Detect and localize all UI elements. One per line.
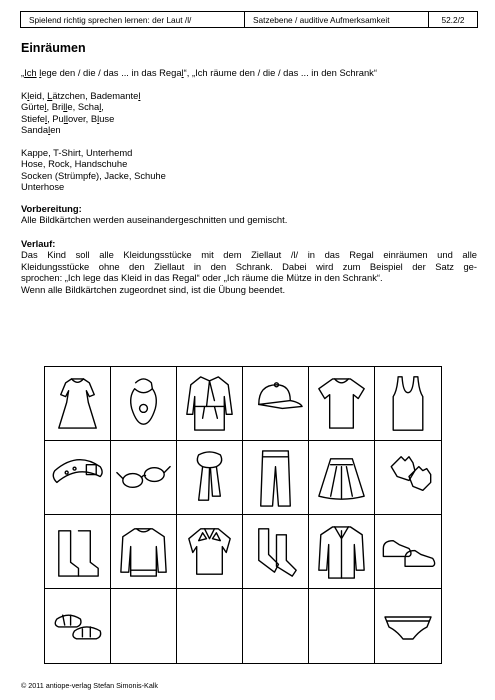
belt-icon <box>45 441 110 514</box>
picture-card <box>375 515 441 589</box>
picture-card <box>243 441 309 515</box>
picture-card-grid <box>44 366 442 664</box>
header-page-number: 52.2/2 <box>441 14 465 25</box>
socks-icon <box>243 515 308 588</box>
picture-card <box>243 589 309 663</box>
list-item: Stiefel, Pullover, Bluse <box>21 112 115 124</box>
picture-card <box>309 367 375 441</box>
boots-icon <box>45 515 110 588</box>
list-item: Kleid, Lätzchen, Bademantel <box>21 90 141 101</box>
gloves-icon <box>375 441 441 514</box>
bib-icon <box>111 367 176 440</box>
underpants-icon <box>375 589 441 663</box>
trousers-icon <box>243 441 308 514</box>
procedure-section <box>21 238 477 295</box>
section-text: Alle Bildkärtchen werden auseinandergeschnitten und gemischt. <box>21 214 288 226</box>
skirt-icon <box>309 441 374 514</box>
sandals-icon <box>45 589 110 663</box>
list-item: Socken (Strümpfe), Jacke, Schuhe <box>21 169 166 181</box>
dress-icon <box>45 367 110 440</box>
list-item: Sandalen <box>21 124 61 136</box>
picture-card <box>375 441 441 515</box>
page-title: Einräumen <box>21 41 86 55</box>
section-heading: Vorbereitung: <box>21 203 82 214</box>
picture-card <box>243 515 309 589</box>
picture-card <box>309 589 375 663</box>
jacket-icon <box>309 515 374 588</box>
scarf-icon <box>177 441 242 514</box>
shoes-icon <box>375 515 441 588</box>
tshirt-icon <box>309 367 374 440</box>
header-topic: Satzebene / auditive Aufmerksamkeit <box>245 12 429 27</box>
list-item: Unterhose <box>21 181 65 193</box>
section-line: Kleidungsstücke ohne den Ziellaut in den Schrank. Dabei wird zum Beispiel der Satz ge- <box>21 260 477 272</box>
list-item: Hose, Rock, Handschuhe <box>21 158 128 170</box>
picture-card <box>177 367 243 441</box>
picture-card <box>111 515 177 589</box>
target-sentence: „Ich lege den / die / das ... in das Regal“, „Ich räume den / die / das ... in den Schrank“ <box>21 67 377 78</box>
picture-card <box>243 367 309 441</box>
picture-card <box>45 441 111 515</box>
picture-card <box>111 441 177 515</box>
picture-card <box>111 367 177 441</box>
page-header <box>20 11 478 28</box>
picture-card <box>177 441 243 515</box>
cap-icon <box>243 367 308 440</box>
picture-card <box>309 441 375 515</box>
section-heading: Verlauf: <box>21 238 56 249</box>
picture-card <box>45 367 111 441</box>
list-item: Kappe, T-Shirt, Unterhemd <box>21 147 133 158</box>
picture-card <box>177 589 243 663</box>
list-item: Gürtel, Brille, Schal, <box>21 101 104 113</box>
bathrobe-icon <box>177 367 242 440</box>
other-word-list <box>21 147 166 193</box>
blouse-icon <box>177 515 242 588</box>
copyright-footer: © 2011 antiope-verlag Stefan Simonis-Kalk <box>21 681 159 690</box>
picture-card <box>45 589 111 663</box>
pullover-icon <box>111 515 176 588</box>
picture-card <box>45 515 111 589</box>
picture-card <box>309 515 375 589</box>
picture-card <box>375 367 441 441</box>
l-word-list <box>21 90 140 136</box>
picture-card <box>177 515 243 589</box>
section-line: Das Kind soll alle Kleidungsstücke mit dem Ziellaut /l/ in das Regal einräumen und alle <box>21 249 477 261</box>
section-line: sprochen: „Ich lege das Kleid in das Regal“ oder „Ich räume die Mütze in den Schrank“. <box>21 272 383 284</box>
undershirt-icon <box>375 367 441 440</box>
picture-card <box>111 589 177 663</box>
glasses-icon <box>111 441 176 514</box>
section-line: Wenn alle Bildkärtchen zugeordnet sind, ist die Übung beendet. <box>21 283 286 295</box>
picture-card <box>375 589 441 663</box>
header-series-title: Spielend richtig sprechen lernen: der Laut /l/ <box>21 12 245 27</box>
preparation-section <box>21 203 287 226</box>
